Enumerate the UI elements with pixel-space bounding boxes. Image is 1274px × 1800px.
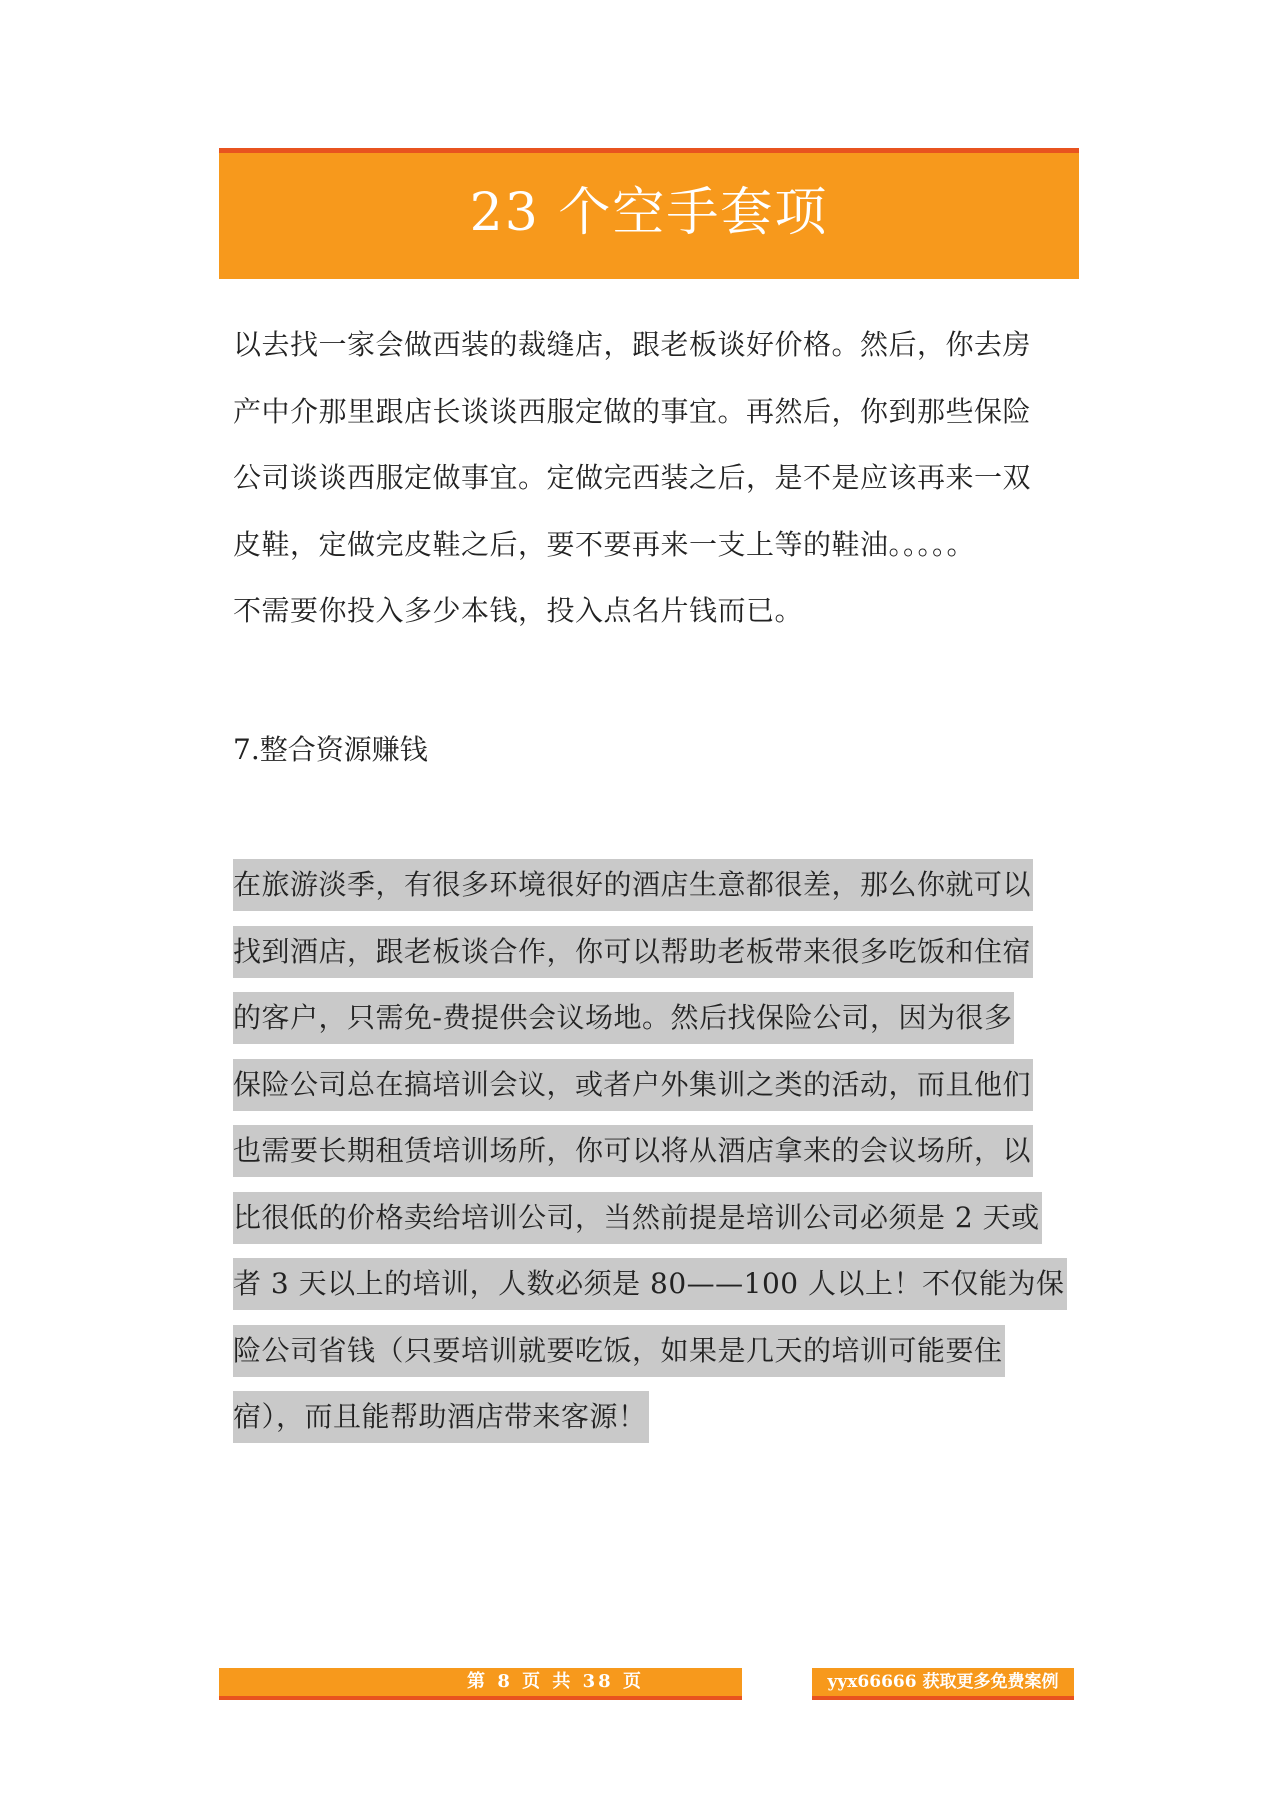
footer-page-bar	[219, 1668, 742, 1700]
section-heading: 7.整合资源赚钱	[233, 733, 428, 766]
header-banner	[219, 148, 1079, 279]
text-line: 公司谈谈西服定做事宜。定做完西装之后，是不是应该再来一双	[233, 461, 1032, 494]
highlighted-line: 宿），而且能帮助酒店带来客源！	[233, 1391, 649, 1443]
text-line: 产中介那里跟店长谈谈西服定做的事宜。再然后，你到那些保险	[233, 394, 1032, 428]
highlighted-line: 保险公司总在搞培训会议，或者户外集训之类的活动，而且他们	[233, 1059, 1033, 1111]
paragraph-highlighted	[233, 852, 1063, 1451]
footer-promo-bar	[812, 1668, 1074, 1700]
page-title: 23 个空手套项	[469, 183, 829, 243]
highlighted-line: 也需要长期租赁培训场所，你可以将从酒店拿来的会议场所，以	[233, 1125, 1033, 1177]
highlighted-line: 比很低的价格卖给培训公司，当然前提是培训公司必须是 2 天或	[233, 1192, 1042, 1244]
text-line: 以去找一家会做西装的裁缝店，跟老板谈好价格。然后，你去房	[233, 328, 1032, 361]
highlighted-line: 险公司省钱（只要培训就要吃饭，如果是几天的培训可能要住	[233, 1325, 1005, 1377]
text-line: 不需要你投入多少本钱，投入点名片钱而已。	[233, 594, 804, 627]
highlighted-line: 的客户，只需免-费提供会议场地。然后找保险公司，因为很多	[233, 992, 1014, 1044]
text-line: 皮鞋，定做完皮鞋之后，要不要再来一支上等的鞋油。。。。。	[233, 527, 976, 561]
highlighted-line: 在旅游淡季，有很多环境很好的酒店生意都很差，那么你就可以	[233, 859, 1033, 911]
highlighted-line: 者 3 天以上的培训，人数必须是 80——100 人以上！不仅能为保	[233, 1258, 1067, 1310]
promo-text: yyx66666 获取更多免费案例	[827, 1672, 1059, 1692]
paragraph-intro	[233, 312, 1063, 645]
highlighted-line: 找到酒店，跟老板谈合作，你可以帮助老板带来很多吃饭和住宿	[233, 926, 1033, 978]
page-number: 第 8 页 共 38 页	[467, 1671, 644, 1692]
